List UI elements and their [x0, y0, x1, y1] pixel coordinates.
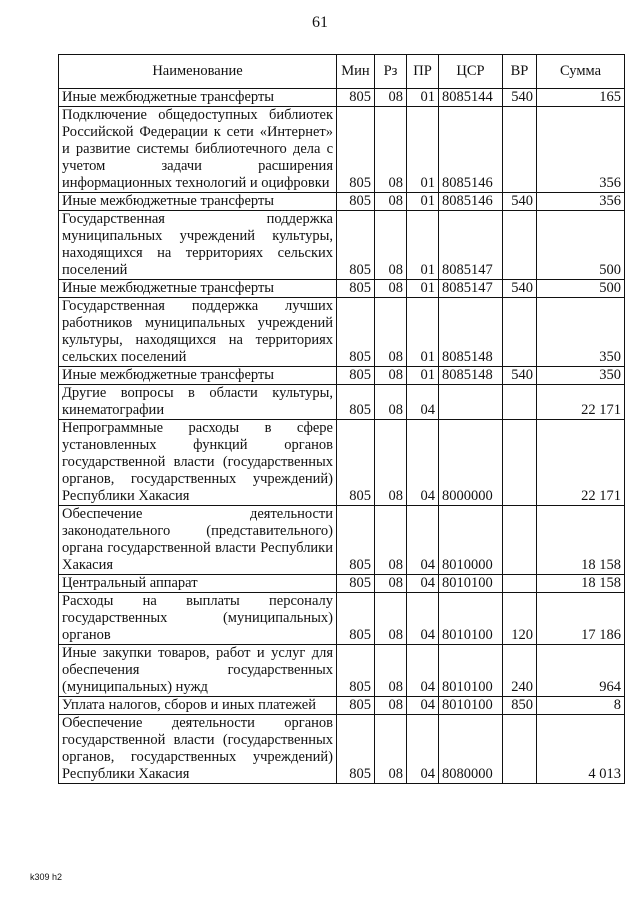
cell-csr: 8085144: [439, 89, 503, 107]
cell-csr: 8085147: [439, 280, 503, 298]
cell-rz: 08: [375, 367, 407, 385]
cell-name: Расходы на выплаты персоналу государственных (муниципальных) органов: [59, 593, 337, 645]
column-header-vr: ВР: [503, 55, 537, 89]
cell-name: Иные межбюджетные трансферты: [59, 280, 337, 298]
cell-csr: 8085148: [439, 367, 503, 385]
cell-name: Иные закупки товаров, работ и услуг для обеспечения государственных (муниципальных) нужд: [59, 645, 337, 697]
cell-rz: 08: [375, 420, 407, 506]
cell-pr: 04: [407, 420, 439, 506]
cell-pr: 01: [407, 211, 439, 280]
cell-rz: 08: [375, 697, 407, 715]
table-body: [59, 89, 625, 784]
cell-rz: 08: [375, 89, 407, 107]
cell-name: Иные межбюджетные трансферты: [59, 193, 337, 211]
cell-sum: 350: [537, 298, 625, 367]
table-row: [59, 193, 625, 211]
cell-rz: 08: [375, 280, 407, 298]
cell-pr: 04: [407, 715, 439, 784]
column-header-name: Наименование: [59, 55, 337, 89]
cell-sum: 8: [537, 697, 625, 715]
cell-rz: 08: [375, 107, 407, 193]
cell-min: 805: [337, 506, 375, 575]
cell-rz: 08: [375, 715, 407, 784]
cell-name: Уплата налогов, сборов и иных платежей: [59, 697, 337, 715]
cell-min: 805: [337, 385, 375, 420]
cell-pr: 01: [407, 298, 439, 367]
cell-rz: 08: [375, 645, 407, 697]
cell-name: Другие вопросы в области культуры, кинематографии: [59, 385, 337, 420]
cell-min: 805: [337, 107, 375, 193]
cell-pr: 04: [407, 575, 439, 593]
cell-min: 805: [337, 715, 375, 784]
cell-name: Государственная поддержка лучших работников муниципальных учреждений культуры, находящихся на территориях сельских поселений: [59, 298, 337, 367]
cell-vr: [503, 385, 537, 420]
cell-pr: 04: [407, 697, 439, 715]
cell-name: Иные межбюджетные трансферты: [59, 367, 337, 385]
cell-min: 805: [337, 280, 375, 298]
cell-rz: 08: [375, 385, 407, 420]
cell-csr: 8085146: [439, 107, 503, 193]
table-row: [59, 367, 625, 385]
column-header-rz: Рз: [375, 55, 407, 89]
cell-sum: 356: [537, 107, 625, 193]
cell-sum: 350: [537, 367, 625, 385]
cell-pr: 04: [407, 645, 439, 697]
cell-pr: 01: [407, 280, 439, 298]
cell-vr: 540: [503, 89, 537, 107]
table-row: [59, 420, 625, 506]
table-row: [59, 280, 625, 298]
cell-name: Непрограммные расходы в сфере установленных функций органов государственной власти (государственных органов, государственных учреждений) Республики Хакасия: [59, 420, 337, 506]
cell-csr: 8010100: [439, 575, 503, 593]
cell-name: Центральный аппарат: [59, 575, 337, 593]
table-row: [59, 575, 625, 593]
cell-pr: 01: [407, 89, 439, 107]
cell-pr: 04: [407, 385, 439, 420]
cell-rz: 08: [375, 593, 407, 645]
footer-code: k309 h2: [30, 872, 63, 882]
cell-name: Обеспечение деятельности законодательного (представительного) органа государственной власти Республики Хакасия: [59, 506, 337, 575]
cell-pr: 04: [407, 593, 439, 645]
cell-min: 805: [337, 697, 375, 715]
cell-csr: 8010100: [439, 593, 503, 645]
cell-csr: 8010100: [439, 697, 503, 715]
cell-min: 805: [337, 193, 375, 211]
cell-rz: 08: [375, 506, 407, 575]
table-row: [59, 89, 625, 107]
cell-vr: [503, 575, 537, 593]
cell-sum: 17 186: [537, 593, 625, 645]
cell-sum: 22 171: [537, 420, 625, 506]
cell-csr: 8085148: [439, 298, 503, 367]
cell-sum: 18 158: [537, 575, 625, 593]
cell-min: 805: [337, 645, 375, 697]
table-row: [59, 697, 625, 715]
table-row: [59, 645, 625, 697]
cell-vr: 540: [503, 280, 537, 298]
cell-vr: [503, 298, 537, 367]
cell-min: 805: [337, 593, 375, 645]
cell-csr: 8010000: [439, 506, 503, 575]
column-header-csr: ЦСР: [439, 55, 503, 89]
cell-csr: [439, 385, 503, 420]
cell-sum: 18 158: [537, 506, 625, 575]
cell-rz: 08: [375, 211, 407, 280]
column-header-min: Мин: [337, 55, 375, 89]
cell-csr: 8085146: [439, 193, 503, 211]
page-number: 61: [312, 14, 328, 31]
cell-vr: [503, 506, 537, 575]
cell-pr: 01: [407, 107, 439, 193]
cell-rz: 08: [375, 298, 407, 367]
cell-min: 805: [337, 367, 375, 385]
budget-table: [58, 54, 625, 784]
cell-pr: 01: [407, 367, 439, 385]
cell-vr: [503, 211, 537, 280]
column-header-sum: Сумма: [537, 55, 625, 89]
cell-min: 805: [337, 420, 375, 506]
table-row: [59, 211, 625, 280]
cell-rz: 08: [375, 193, 407, 211]
cell-vr: [503, 107, 537, 193]
cell-sum: 165: [537, 89, 625, 107]
cell-csr: 8000000: [439, 420, 503, 506]
table-header-row: [59, 55, 625, 89]
cell-name: Обеспечение деятельности органов государственной власти (государственных органов, государственных учреждений) Республики Хакасия: [59, 715, 337, 784]
cell-vr: 120: [503, 593, 537, 645]
cell-csr: 8080000: [439, 715, 503, 784]
cell-sum: 964: [537, 645, 625, 697]
cell-csr: 8010100: [439, 645, 503, 697]
cell-sum: 500: [537, 211, 625, 280]
cell-vr: 850: [503, 697, 537, 715]
cell-sum: 500: [537, 280, 625, 298]
cell-rz: 08: [375, 575, 407, 593]
cell-sum: 4 013: [537, 715, 625, 784]
cell-min: 805: [337, 298, 375, 367]
table-row: [59, 506, 625, 575]
cell-vr: 240: [503, 645, 537, 697]
table-row: [59, 593, 625, 645]
cell-pr: 04: [407, 506, 439, 575]
table-row: [59, 385, 625, 420]
table-row: [59, 107, 625, 193]
cell-sum: 22 171: [537, 385, 625, 420]
cell-name: Государственная поддержка муниципальных учреждений культуры, находящихся на территориях сельских поселений: [59, 211, 337, 280]
cell-csr: 8085147: [439, 211, 503, 280]
cell-pr: 01: [407, 193, 439, 211]
cell-min: 805: [337, 89, 375, 107]
table-row: [59, 298, 625, 367]
cell-vr: 540: [503, 193, 537, 211]
column-header-pr: ПР: [407, 55, 439, 89]
table-row: [59, 715, 625, 784]
cell-min: 805: [337, 211, 375, 280]
cell-sum: 356: [537, 193, 625, 211]
cell-min: 805: [337, 575, 375, 593]
cell-vr: 540: [503, 367, 537, 385]
cell-name: Подключение общедоступных библиотек Российской Федерации к сети «Интернет» и развитие системы библиотечного дела с учетом задачи расширения информационных технологий и оцифровки: [59, 107, 337, 193]
cell-vr: [503, 715, 537, 784]
cell-name: Иные межбюджетные трансферты: [59, 89, 337, 107]
cell-vr: [503, 420, 537, 506]
